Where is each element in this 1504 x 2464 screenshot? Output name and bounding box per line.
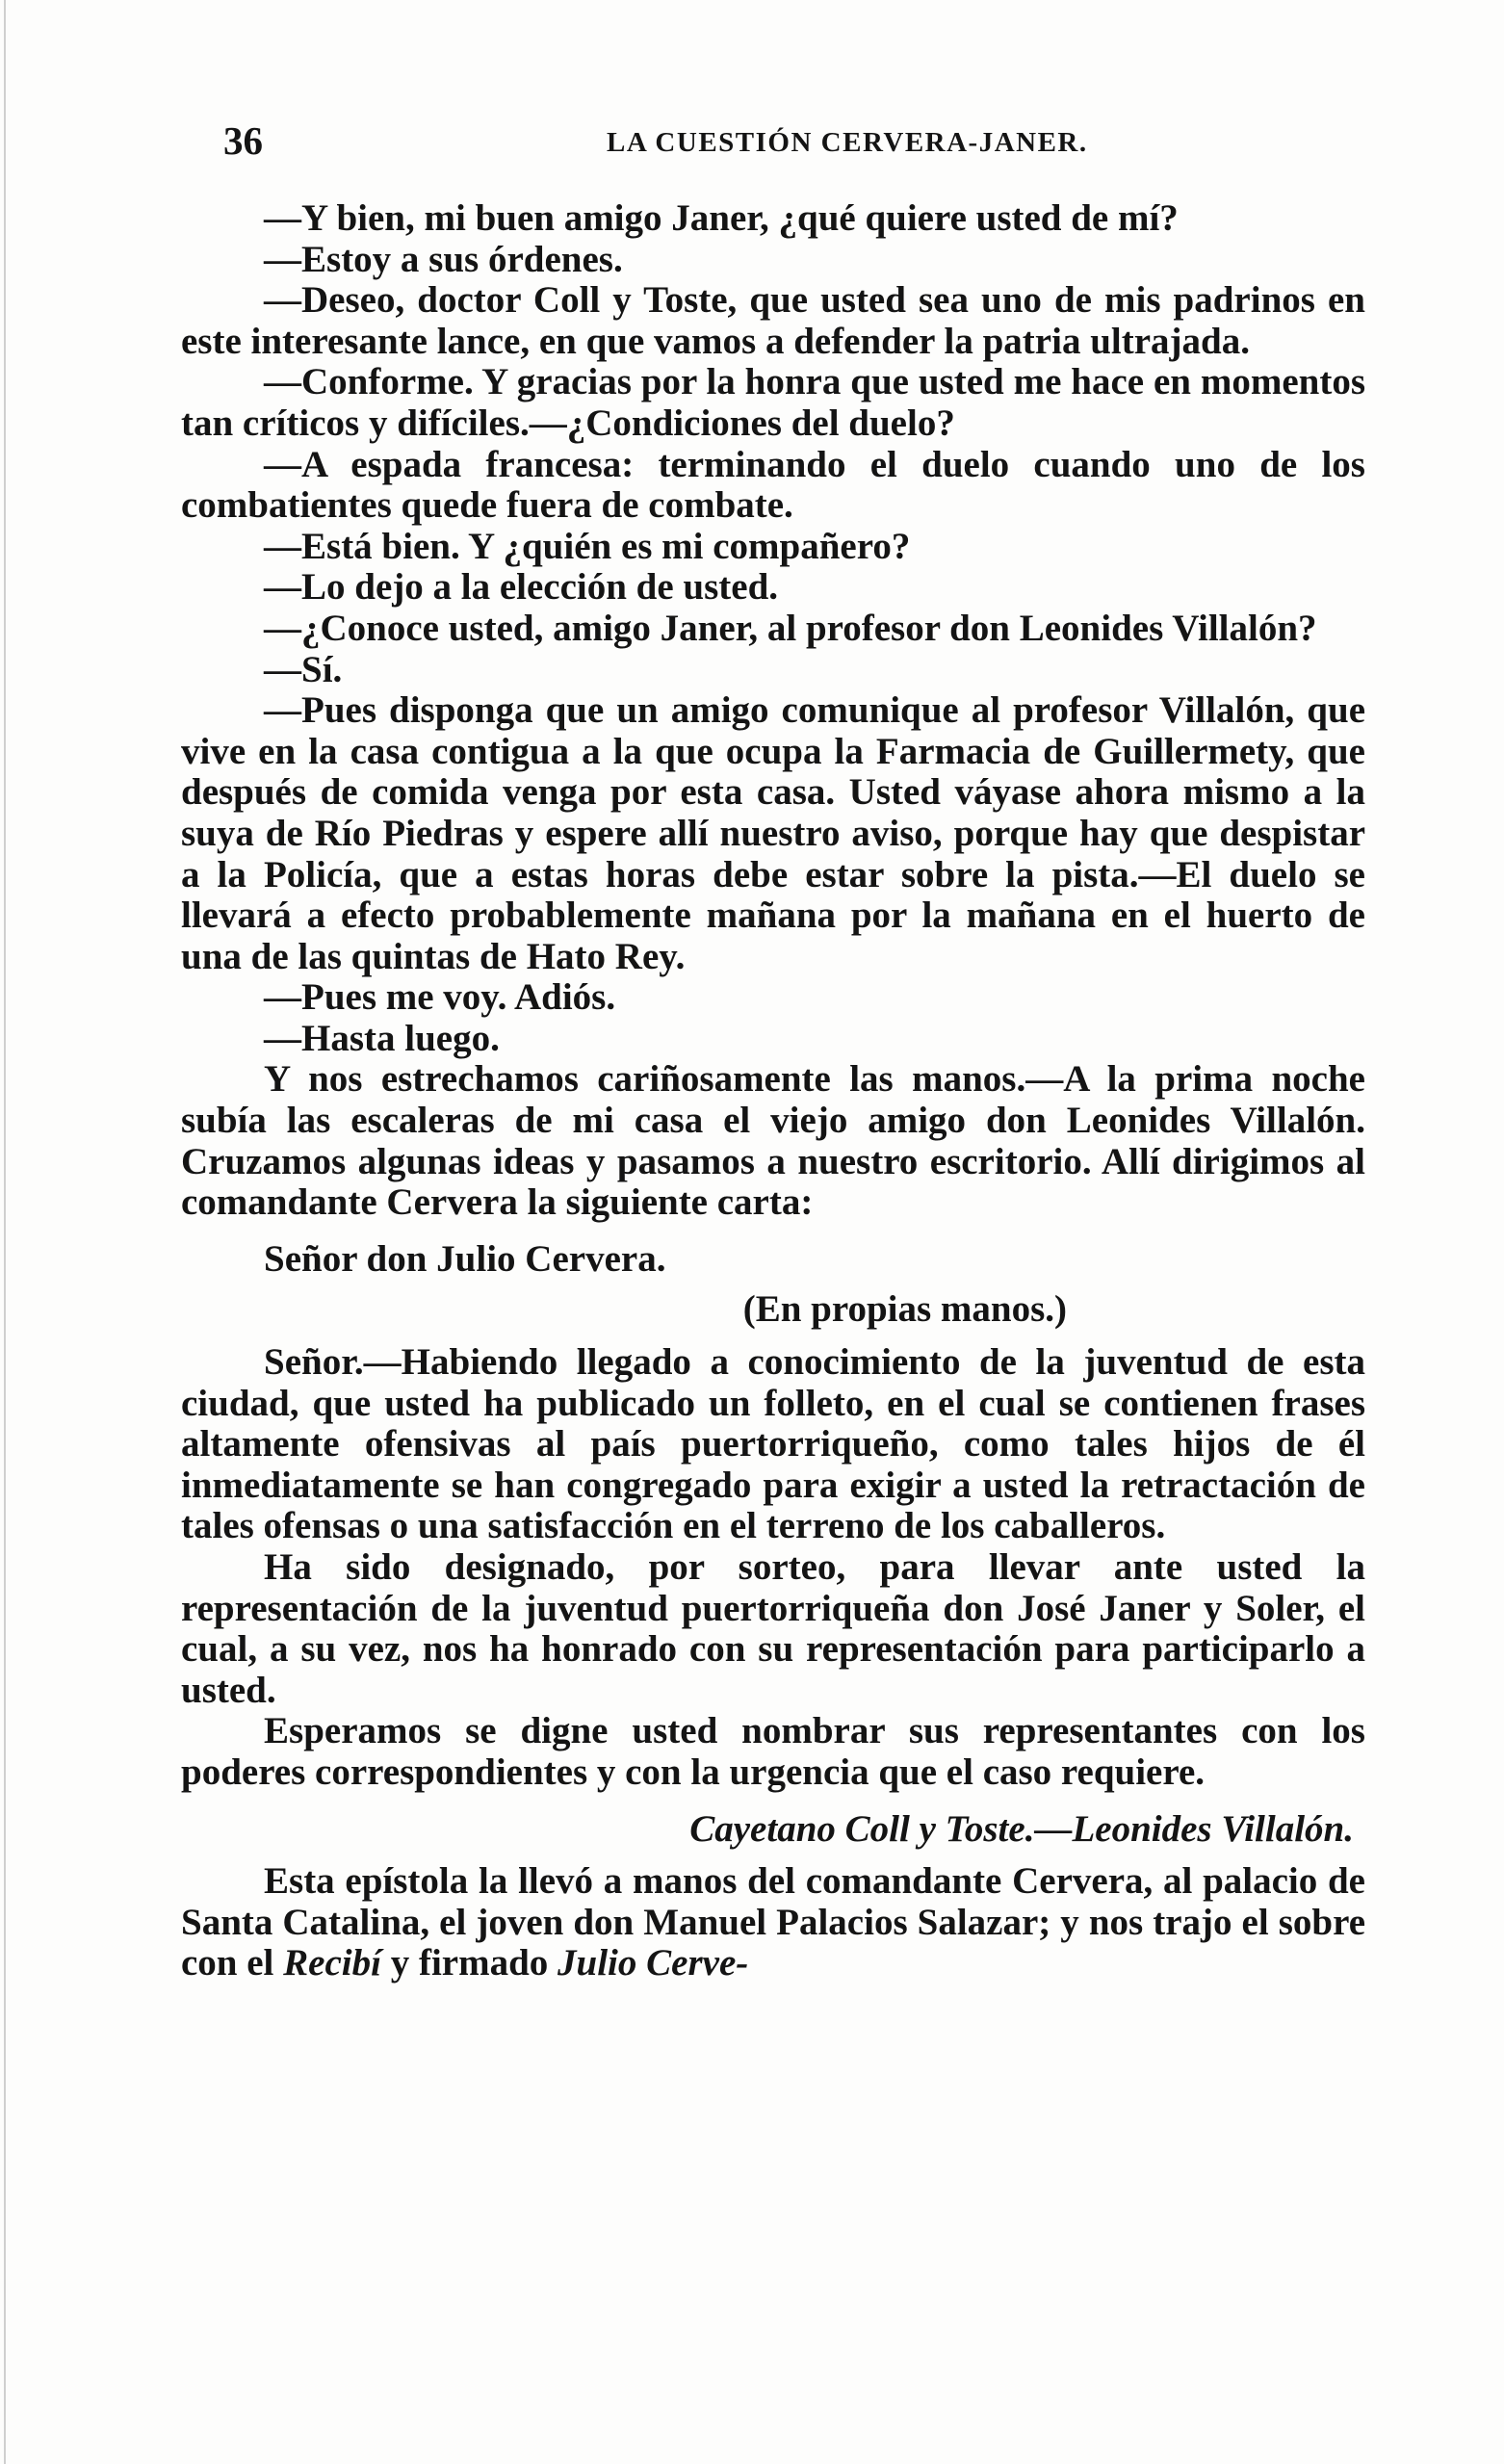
narrative-paragraph: Y nos estrechamos cariñosamente las manos.—A la prima noche subía las escaleras de mi casa el viejo amigo don Leonides Villalón. Cruzamos algunas ideas y pasamos a nuestro escritorio. Allí dirigimos al comandante Cervera la siguiente carta: (181, 1058, 1365, 1224)
letter-paragraph: Esperamos se digne usted nombrar sus representantes con los poderes correspondientes y con la urgencia que el caso requiere. (181, 1710, 1365, 1793)
dialogue-line: —Lo dejo a la elección de usted. (264, 566, 779, 609)
closing-paragraph (181, 1861, 1365, 1984)
letter-signature: Cayetano Coll y Toste.—Leonides Villalón. (689, 1807, 1354, 1850)
closing-text-start: Esta epístola la llevó a manos del comandante Cervera, al palacio de Santa Catalina, el joven don Manuel Palacios Salazar; y nos trajo el sobre con el (181, 1860, 1365, 1984)
running-title: LA CUESTIÓN CERVERA-JANER. (607, 127, 1088, 158)
page-number: 36 (223, 118, 263, 163)
dialogue-line: —A espada francesa: terminando el duelo cuando uno de los combatientes quede fuera de combate. (181, 443, 1365, 527)
dialogue-line: —Hasta luego. (264, 1017, 500, 1059)
closing-text-middle: y firmado (380, 1942, 558, 1984)
dialogue-line: —Sí. (264, 648, 343, 690)
letter-salutation: Señor don Julio Cervera. (264, 1237, 666, 1280)
page-header (223, 117, 1369, 175)
dialogue-line: —Conforme. Y gracias por la honra que usted me hace en momentos tan críticos y difíciles.—¿Condiciones del duelo? (181, 361, 1365, 444)
letter-paragraph: Señor.—Habiendo llegado a conocimiento de la juventud de esta ciudad, que usted ha publicado un folleto, en el cual se contienen frases altamente ofensivas al país puertorriqueño, como tales hijos de él inmediatamente se han congregado para exigir a usted la retractación de tales ofensas o una satisfacción en el terreno de los caballeros. (181, 1341, 1365, 1547)
dialogue-line: —Pues me voy. Adiós. (264, 976, 616, 1019)
scan-edge-line (4, 0, 6, 2464)
dialogue-line: —Pues disponga que un amigo comunique al profesor Villalón, que vive en la casa contigua a la que ocupa la Farmacia de Guillermety, que después de comida venga por esta casa. Usted váyase ahora mismo a la suya de Río Piedras y espere allí nuestro aviso, porque hay que despistar a la Policía, que a estas horas debe estar sobre la pista.—El duelo se llevará a efecto probablemente mañana por la mañana en el huerto de una de las quintas de Hato Rey. (181, 689, 1365, 977)
letter-delivery-note: (En propias manos.) (742, 1288, 1067, 1331)
dialogue-line: —¿Conoce usted, amigo Janer, al profesor don Leonides Villalón? (264, 607, 1317, 649)
dialogue-line: —Está bien. Y ¿quién es mi compañero? (264, 525, 911, 567)
letter-paragraph: Ha sido designado, por sorteo, para llevar ante usted la representación de la juventud puertorriqueña don José Janer y Soler, el cual, a su vez, nos ha honrado con su representación para participarlo a usted. (181, 1546, 1365, 1711)
dialogue-line: —Y bien, mi buen amigo Janer, ¿qué quiere usted de mí? (264, 197, 1179, 239)
body-text (181, 198, 1365, 1984)
dialogue-line: —Deseo, doctor Coll y Toste, que usted sea uno de mis padrinos en este interesante lance, en que vamos a defender la patria ultrajada. (181, 279, 1365, 362)
receipt-word: Recibí (283, 1942, 381, 1984)
signed-name: Julio Cerve- (558, 1942, 749, 1984)
dialogue-line: —Estoy a sus órdenes. (264, 238, 623, 280)
